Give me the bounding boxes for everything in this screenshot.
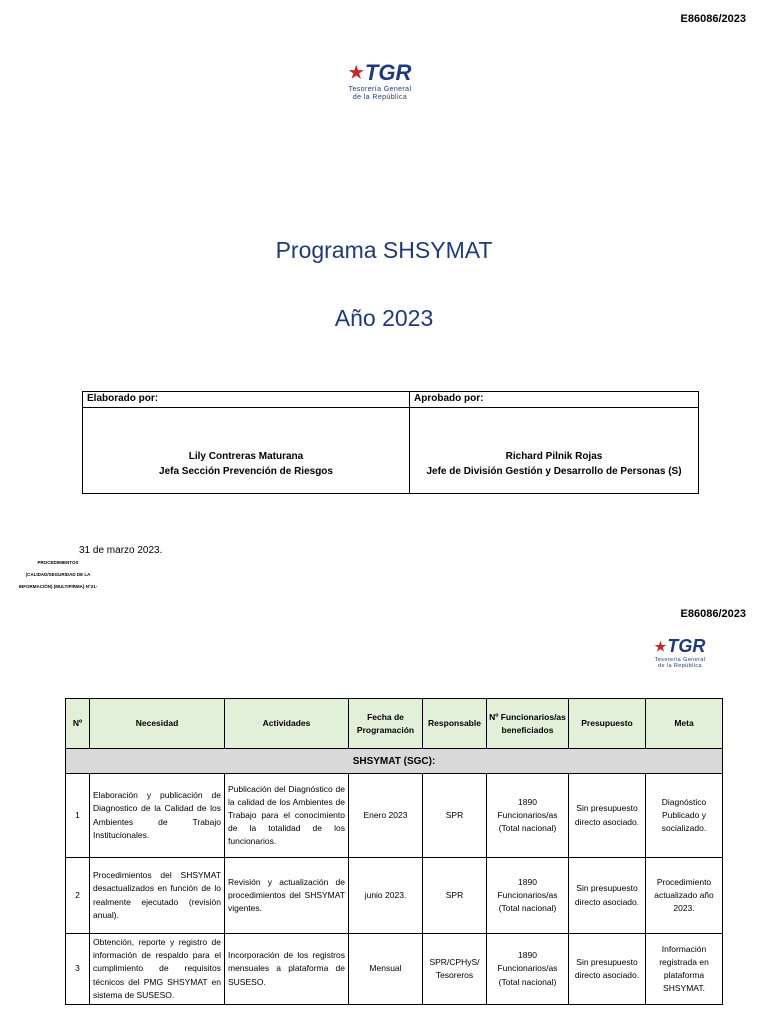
elaborated-role: Jefa Sección Prevención de Riesgos [159,465,333,477]
table-row [66,858,723,934]
approved-label: Aprobado por: [410,392,699,408]
approved-role: Jefe de División Gestión y Desarrollo de Personas (S) [426,465,682,477]
cell-beneficiaries: 1890 Funcionarios/as (Total nacional) [487,858,569,934]
cell-num: 1 [66,774,90,858]
header-beneficiaries: Nº Funcionarios/as beneficiados [487,699,569,749]
table-header-row [66,699,723,749]
cell-budget: Sin presupuesto directo asociado. [569,934,646,1005]
signature-table [82,391,699,494]
cell-responsible: SPR [423,774,487,858]
star-icon: ★ [348,63,364,82]
cell-date: junio 2023. [349,858,423,934]
header-num: Nº [66,699,90,749]
cell-budget: Sin presupuesto directo asociado. [569,858,646,934]
approved-cell [410,408,699,494]
section-row [66,749,723,774]
cell-goal: Procedimiento actualizado año 2023. [646,858,723,934]
logo-line-2: de la República [658,663,702,670]
program-year: Año 2023 [334,305,434,331]
stamp-line-2: (CALIDAD/SEGURIDAD DE LA [25,572,91,577]
header-date: Fecha de Programación [349,699,423,749]
logo-name: TGR [667,636,706,656]
elaborated-label: Elaborado por: [83,392,410,408]
cell-budget: Sin presupuesto directo asociado. [569,774,646,858]
cell-activities: Incorporación de los registros mensuales a plataforma de SUSESO. [225,934,349,1005]
logo-name: TGR [364,60,412,85]
document-id: E86086/2023 [680,608,746,620]
cell-date: Enero 2023 [349,774,423,858]
elaborated-name: Lily Contreras Maturana [188,451,304,462]
cell-need: Obtención, reporte y registro de información de respaldo para el cumplimiento de requisitos técnicos del PMG SHSYMAT en sistema de SUSESO. [90,934,225,1005]
header-responsible: Responsable [423,699,487,749]
star-icon: ★ [654,638,667,654]
tgr-logo [330,60,430,101]
section-label: SHSYMAT (SGC): [66,749,723,774]
cell-activities: Revisión y actualización de procedimientos del SHSYMAT vigentes. [225,858,349,934]
cell-activities: Publicación del Diagnóstico de la calidad de los Ambientes de Trabajo para el conocimiento de la totalidad de los funcionarios. [225,774,349,858]
cell-need: Procedimientos del SHSYMAT desactualizados en función de lo realmente ejecutado (revisión anual). [90,858,225,934]
stamp-line-3: INFORMACIÓN) (MULTIFIRMA) N°21- [18,584,98,589]
cell-goal: Diagnóstico Publicado y socializado. [646,774,723,858]
cell-responsible: SPR [423,858,487,934]
logo-mark [640,636,720,657]
header-goal: Meta [646,699,723,749]
logo-line-1: Tesorería General [348,86,412,93]
logo-line-2: de la República [352,93,408,101]
cell-num: 2 [66,858,90,934]
cell-responsible: SPR/CPHyS/ Tesoreros [423,934,487,1005]
cell-num: 3 [66,934,90,1005]
cell-goal: Información registrada en plataforma SHSYMAT. [646,934,723,1005]
program-title: Programa SHSYMAT [275,237,493,263]
stamp-line-1: PROCEDIMIENTOS [37,560,79,565]
logo-mark [330,60,430,86]
cell-date: Mensual [349,934,423,1005]
cell-need: Elaboración y publicación de Diagnostico de la Calidad de los Ambientes de Trabajo Institucionales. [90,774,225,858]
approved-name: Richard Pilnik Rojas [505,451,603,462]
document-date: 31 de marzo 2023. [79,545,163,556]
header-activities: Actividades [225,699,349,749]
header-need: Necesidad [90,699,225,749]
logo-line-1: Tesorería General [654,657,706,663]
program-table [65,698,723,1005]
elaborated-cell [83,408,410,494]
table-row [66,774,723,858]
cell-beneficiaries: 1890 Funcionarios/as (Total nacional) [487,774,569,858]
tgr-logo [640,636,720,669]
document-id: E86086/2023 [680,13,746,25]
table-row [66,934,723,1005]
cell-beneficiaries: 1890 Funcionarios/as (Total nacional) [487,934,569,1005]
header-budget: Presupuesto [569,699,646,749]
